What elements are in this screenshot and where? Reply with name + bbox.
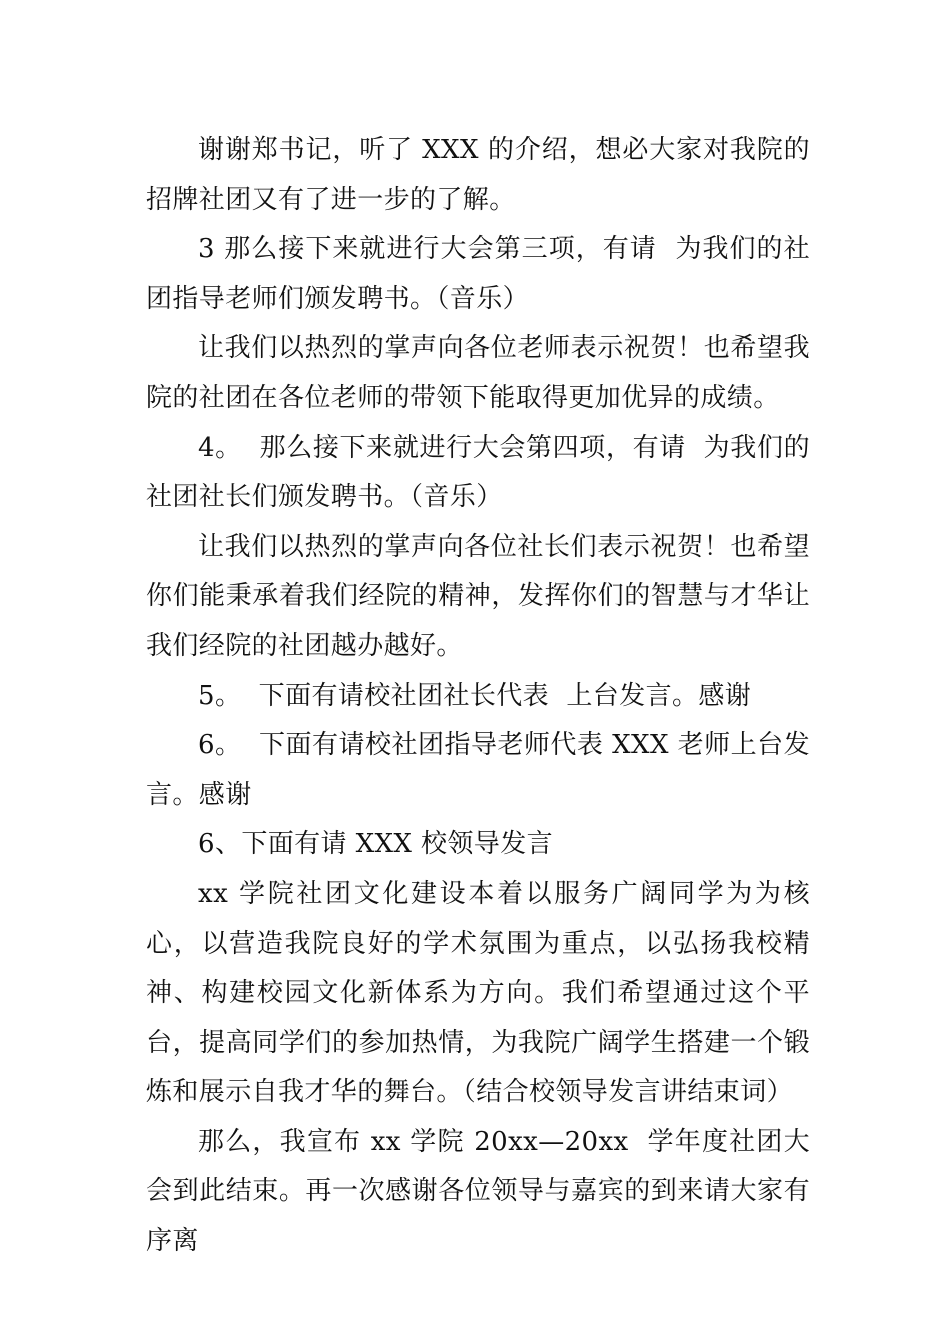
paragraph-8: 6、下面有请 XXX 校领导发言 <box>198 829 554 860</box>
paragraph-4: 4。 那么接下来就进行大会第四项，有请 为我们的社团社长们颁发聘书。（音乐） <box>146 432 810 513</box>
paragraph-10: 那么，我宣布 xx 学院 20xx—20xx 学年度社团大会到此结束。再一次感谢各位领导与嘉宾的到来请大家有序离 <box>146 1126 810 1257</box>
paragraph-2: 3 那么接下来就进行大会第三项，有请 为我们的社团指导老师们颁发聘书。（音乐） <box>146 234 810 314</box>
paragraph-3: 让我们以热烈的掌声向各位老师表示祝贺！也希望我院的社团在各位老师的带领下能取得更加优异的成绩。 <box>146 333 810 413</box>
paragraph-9: xx 学院社团文化建设本着以服务广阔同学为为核心，以营造我院良好的学术氛围为重点，以弘扬我校精神、构建校园文化新体系为方向。我们希望通过这个平台，提高同学们的参加热情，为我院广阔学生搭建一个锻炼和展示自我才华的舞台。（结合校领导发言讲结束词） <box>146 878 810 1108</box>
paragraph-6: 5。 下面有请校社团社长代表 上台发言。感谢 <box>198 680 752 711</box>
body-text <box>146 126 810 1267</box>
paragraph-7: 6。 下面有请校社团指导老师代表 XXX 老师上台发言。感谢 <box>146 730 810 810</box>
paragraph-1: 谢谢郑书记，听了 XXX 的介绍，想必大家对我院的招牌社团又有了进一步的了解。 <box>146 135 810 215</box>
paragraph-5: 让我们以热烈的掌声向各位社长们表示祝贺！也希望你们能秉承着我们经院的精神，发挥你们的智慧与才华让我们经院的社团越办越好。 <box>146 531 810 661</box>
